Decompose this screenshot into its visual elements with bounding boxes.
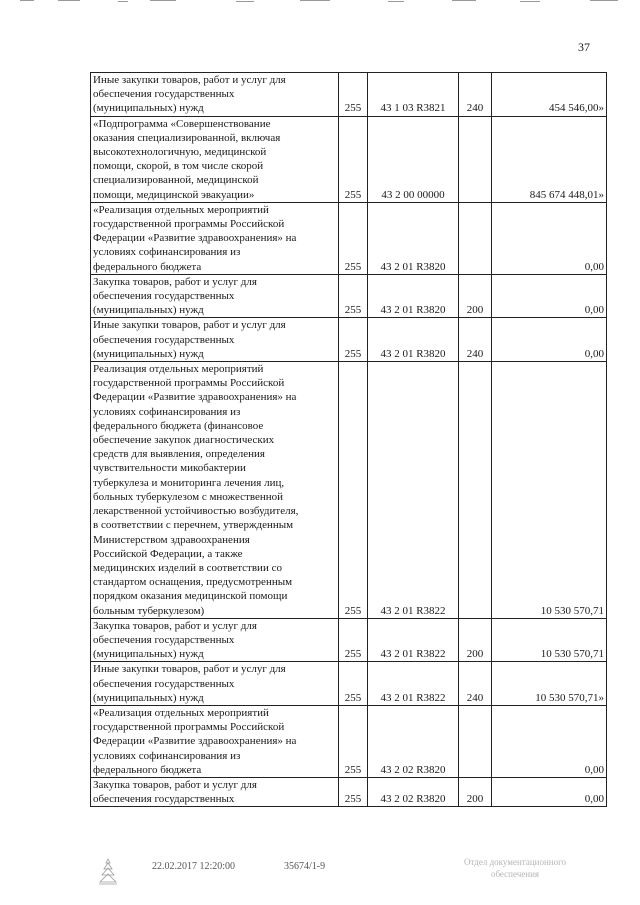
row-name-line: федерального бюджета (93, 260, 202, 273)
row-name-line: федерального бюджета (финансовое (93, 419, 264, 432)
row-target-article-code: 43 1 03 R3821 (368, 73, 459, 117)
row-ministry-code: 255 (339, 662, 368, 706)
row-name-line: Российской Федерации, а также (93, 547, 243, 560)
table-row (91, 662, 607, 706)
row-name-line: государственной программы Российской (93, 377, 285, 390)
row-expense-type-code (459, 202, 492, 274)
row-name-cell (91, 274, 339, 318)
row-name-cell (91, 318, 339, 362)
row-name-line: «Реализация отдельных мероприятий (93, 203, 269, 216)
budget-table-body (91, 73, 607, 807)
footer-watermark-line2: обеспечения (490, 869, 540, 879)
row-name-line: помощи, медицинской эвакуации» (93, 188, 255, 201)
row-name-line: обеспечения государственных (93, 633, 235, 646)
row-name-cell (91, 777, 339, 806)
row-name-line: в соответствии с перечнем, утвержденным (93, 519, 294, 532)
row-name-line: (муниципальных) нужд (93, 347, 204, 360)
row-name-line: Закупка товаров, работ и услуг для (93, 275, 257, 288)
row-name-cell (91, 73, 339, 117)
row-expense-type-code (459, 116, 492, 202)
row-name-line: обеспечение закупок диагностических (93, 434, 275, 447)
footer-watermark-line1: Отдел документационного (463, 857, 567, 867)
row-name-line: (муниципальных) нужд (93, 648, 204, 661)
registry-stamp-icon (96, 858, 120, 886)
row-amount: 845 674 448,01» (492, 116, 607, 202)
row-name-line: высокотехнологичную, медицинской (93, 146, 267, 159)
row-name-line: условиях софинансирования из (93, 749, 241, 762)
row-name-cell (91, 662, 339, 706)
row-name-line: лекарственной устойчивостью возбудителя, (93, 505, 299, 518)
row-name-line: Федерации «Развитие здравоохранения» на (93, 391, 297, 404)
row-ministry-code: 255 (339, 274, 368, 318)
row-name-line: Закупка товаров, работ и услуг для (93, 619, 257, 632)
row-expense-type-code (459, 705, 492, 777)
row-name-line: государственной программы Российской (93, 218, 285, 231)
table-row (91, 274, 607, 318)
row-name-line: обеспечения государственных (93, 677, 235, 690)
row-target-article-code: 43 2 01 R3820 (368, 202, 459, 274)
row-amount: 0,00 (492, 318, 607, 362)
row-target-article-code: 43 2 01 R3822 (368, 618, 459, 662)
row-target-article-code: 43 2 00 00000 (368, 116, 459, 202)
row-target-article-code: 43 2 02 R3820 (368, 705, 459, 777)
row-name-line: условиях софинансирования из (93, 405, 241, 418)
row-name-line: обеспечения государственных (93, 793, 235, 806)
scan-edge-artifacts (0, 0, 640, 6)
row-expense-type-code (459, 362, 492, 619)
footer-watermark (440, 856, 590, 880)
row-amount: 0,00 (492, 705, 607, 777)
row-target-article-code: 43 2 01 R3820 (368, 318, 459, 362)
row-amount: 10 530 570,71 (492, 362, 607, 619)
row-ministry-code: 255 (339, 202, 368, 274)
row-name-line: Иные закупки товаров, работ и услуг для (93, 663, 286, 676)
row-expense-type-code: 240 (459, 318, 492, 362)
row-ministry-code: 255 (339, 318, 368, 362)
row-name-line: государственной программы Российской (93, 721, 285, 734)
row-target-article-code: 43 2 01 R3822 (368, 362, 459, 619)
row-name-cell (91, 202, 339, 274)
row-amount: 0,00 (492, 274, 607, 318)
row-name-line: (муниципальных) нужд (93, 304, 204, 317)
row-name-line: стандартом оснащения, предусмотренным (93, 576, 293, 589)
row-target-article-code: 43 2 01 R3822 (368, 662, 459, 706)
row-ministry-code: 255 (339, 362, 368, 619)
row-name-line: туберкулеза и мониторинга лечения лиц, (93, 476, 285, 489)
row-expense-type-code: 200 (459, 618, 492, 662)
table-row (91, 202, 607, 274)
row-name-line: обеспечения государственных (93, 290, 235, 303)
table-row (91, 777, 607, 806)
row-name-line: обеспечения государственных (93, 333, 235, 346)
row-name-line: Министерством здравоохранения (93, 533, 250, 546)
table-row (91, 618, 607, 662)
row-name-line: Реализация отдельных мероприятий (93, 363, 264, 376)
table-row (91, 362, 607, 619)
row-amount: 0,00 (492, 777, 607, 806)
row-name-line: обеспечения государственных (93, 88, 235, 101)
row-name-line: чувствительности микобактерии (93, 462, 246, 475)
row-name-line: оказания специализированной, включая (93, 131, 281, 144)
row-name-line: порядком оказания медицинской помощи (93, 590, 288, 603)
row-name-line: специализированной, медицинской (93, 174, 259, 187)
budget-table (90, 72, 607, 807)
table-row (91, 705, 607, 777)
row-ministry-code: 255 (339, 618, 368, 662)
row-ministry-code: 255 (339, 705, 368, 777)
footer-datetime: 22.02.2017 12:20:00 (152, 861, 236, 872)
row-target-article-code: 43 2 01 R3820 (368, 274, 459, 318)
row-expense-type-code: 240 (459, 662, 492, 706)
row-ministry-code: 255 (339, 73, 368, 117)
row-amount: 0,00 (492, 202, 607, 274)
row-name-line: Иные закупки товаров, работ и услуг для (93, 319, 286, 332)
row-name-line: Федерации «Развитие здравоохранения» на (93, 735, 297, 748)
row-name-cell (91, 362, 339, 619)
row-name-line: средств для выявления, определения (93, 448, 265, 461)
row-name-line: медицинских изделий в соответствии со (93, 561, 282, 574)
footer-document-id: 35674/1-9 (284, 861, 326, 872)
row-name-cell (91, 705, 339, 777)
row-amount: 10 530 570,71 (492, 618, 607, 662)
row-name-line: (муниципальных) нужд (93, 102, 204, 115)
row-amount: 454 546,00» (492, 73, 607, 117)
row-name-line: Федерации «Развитие здравоохранения» на (93, 232, 297, 245)
row-name-line: Иные закупки товаров, работ и услуг для (93, 74, 286, 86)
row-name-line: больным туберкулезом) (93, 604, 205, 617)
row-name-line: (муниципальных) нужд (93, 691, 204, 704)
row-name-cell (91, 618, 339, 662)
row-target-article-code: 43 2 02 R3820 (368, 777, 459, 806)
row-ministry-code: 255 (339, 777, 368, 806)
row-name-line: условиях софинансирования из (93, 246, 241, 259)
table-row (91, 73, 607, 117)
row-ministry-code: 255 (339, 116, 368, 202)
row-expense-type-code: 200 (459, 274, 492, 318)
table-row (91, 116, 607, 202)
row-name-line: «Подпрограмма «Совершенствование (93, 117, 271, 130)
row-amount: 10 530 570,71» (492, 662, 607, 706)
table-row (91, 318, 607, 362)
row-expense-type-code: 200 (459, 777, 492, 806)
page-number: 37 (578, 40, 590, 54)
row-name-line: Закупка товаров, работ и услуг для (93, 778, 257, 791)
row-name-line: помощи, скорой, в том числе скорой (93, 160, 264, 173)
row-name-cell (91, 116, 339, 202)
row-name-line: федерального бюджета (93, 763, 202, 776)
row-name-line: «Реализация отдельных мероприятий (93, 706, 269, 719)
row-name-line: больных туберкулезом с множественной (93, 490, 284, 503)
row-expense-type-code: 240 (459, 73, 492, 117)
